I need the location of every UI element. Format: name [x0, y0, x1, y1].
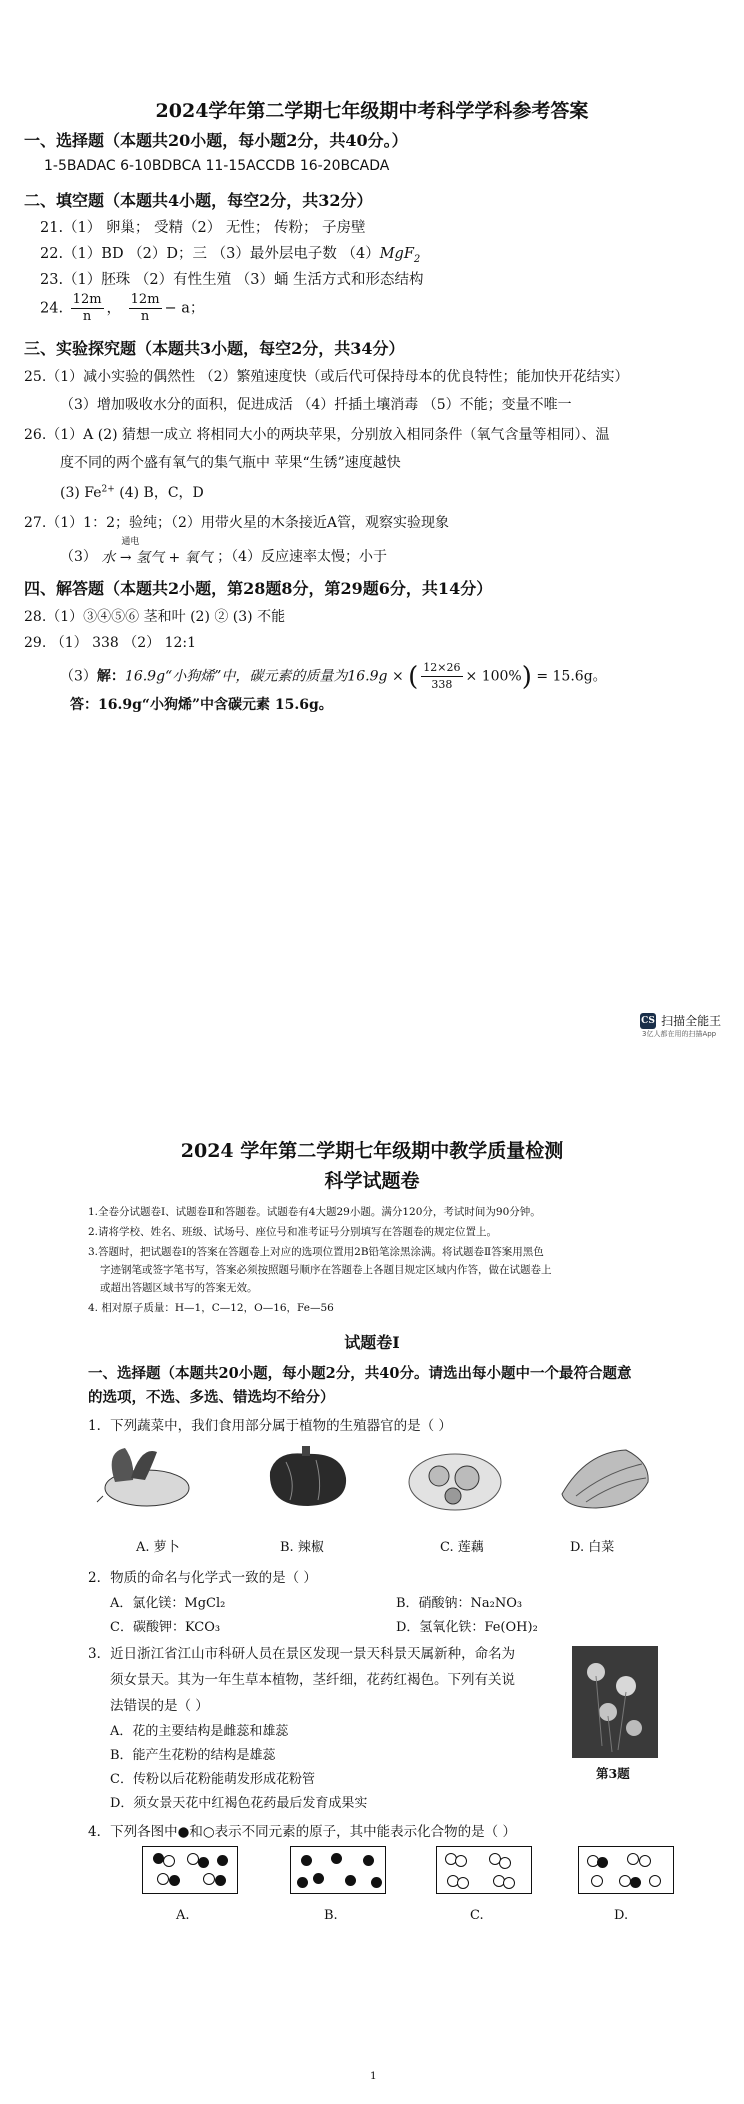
q4-label-c: C.	[470, 1908, 484, 1923]
black-atom	[169, 1875, 180, 1886]
answer-q27-line1: 27.（1）1：2；验纯；（2）用带火星的木条接近A管，观察实验现象	[24, 515, 450, 531]
black-atom	[345, 1875, 356, 1886]
answer-q27-line2	[60, 537, 388, 567]
solution-denominator: 338	[431, 678, 453, 691]
answer-q26-line1: 26.（1）A (2) 猜想一成立 将相同大小的两块苹果，分别放入相同条件（氧气含量等相同）、温	[24, 427, 610, 443]
question-3-line3: 法错误的是（ ）	[110, 1698, 209, 1714]
radish-image	[95, 1442, 205, 1514]
question-4: 4．下列各图中●和○表示不同元素的原子，其中能表示化合物的是（ ）	[88, 1824, 516, 1840]
white-atom	[499, 1857, 511, 1869]
page-number: 1	[370, 2070, 377, 2082]
exam-note-4: 4. 相对原子质量：H—1，C—12，O—16，Fe—56	[88, 1302, 334, 1314]
black-atom	[331, 1853, 342, 1864]
section1-heading: 一、选择题（本题共20小题，每小题2分，共40分。）	[24, 131, 408, 150]
equation-condition: 通电	[121, 537, 140, 547]
q1-option-b: B. 辣椒	[280, 1540, 324, 1555]
black-atom	[363, 1855, 374, 1866]
exam-note-3c: 或超出答题区域书写的答案无效。	[100, 1282, 258, 1294]
q4-label-a: A.	[176, 1908, 190, 1923]
q4-label-d: D.	[614, 1908, 629, 1923]
answer-key-title: 2024学年第二学期七年级期中考科学学科参考答案	[155, 100, 589, 122]
black-atom	[630, 1877, 641, 1888]
exam-note-3a: 3.答题时，把试题卷Ⅰ的答案在答题卷上对应的选项位置用2B铅笔涂黑涂满。将试题卷Ⅱ答案用黑色	[88, 1246, 544, 1258]
white-atom	[503, 1877, 515, 1889]
black-atom	[371, 1877, 382, 1888]
cabbage-image	[556, 1442, 656, 1514]
answer-q29-part3: （3）解：16.9g“小狗烯”中，碳元素的质量为16.9g × ( $\frac{12\times 26}{338}$ × 100%) = 15.6g。	[60, 661, 607, 692]
scanner-watermark	[640, 1010, 721, 1039]
answer-q29-parts12: 29. （1） 338 （2） 12:1	[24, 635, 197, 651]
fraction-1-numerator: 12m	[72, 292, 102, 307]
flower-photo	[572, 1646, 658, 1758]
q3-option-c: C．传粉以后花粉能萌发形成花粉管	[110, 1772, 315, 1787]
section2-heading: 二、填空题（本题共4小题，每空2分，共32分）	[24, 191, 373, 210]
answer-q22-formula-sub: 2	[413, 253, 421, 265]
solution-fraction	[421, 660, 462, 693]
white-atom	[157, 1873, 169, 1885]
answer-q26-fe: (3) Fe	[60, 485, 102, 501]
exam-note-3b: 字迹钢笔或签字笔书写，答案必须按照题号顺序在答题卷上各题目规定区域内作答，做在试题卷上	[100, 1264, 552, 1276]
camscanner-logo-icon: CS	[640, 1013, 656, 1029]
black-atom	[313, 1873, 324, 1884]
exam-title-line1: 2024 学年第二学期七年级期中教学质量检测	[180, 1140, 564, 1162]
choice-heading-line2: 的选项，不选、多选、错选均不给分）	[88, 1389, 335, 1406]
q1-option-d: D. 白菜	[570, 1540, 615, 1555]
section1-answers: 1-5BADAC 6-10BDBCA 11-15ACCDB 16-20BCADA	[44, 158, 390, 174]
section3-heading: 三、实验探究题（本题共3小题，每空2分，共34分）	[24, 339, 405, 358]
answer-q24-fraction-1	[71, 292, 104, 325]
white-atom	[649, 1875, 661, 1887]
answer-q27-part3: （3）	[60, 549, 97, 565]
solution-numerator: 12×26	[421, 660, 462, 677]
question-3-line2: 须女景天。其为一年生草本植物，茎纤细，花药红褐色。下列有关说	[110, 1672, 515, 1688]
solution-result: = 15.6g。	[536, 668, 607, 685]
answer-q29-part3-label: （3）	[60, 668, 97, 685]
exam-paper-page	[0, 1040, 744, 2104]
fraction-1-denominator: n	[82, 309, 92, 324]
black-atom	[301, 1855, 312, 1866]
fraction-2-numerator: 12m	[130, 292, 160, 307]
black-atom	[297, 1877, 308, 1888]
answer-q26-fe-charge: 2+	[101, 484, 115, 495]
answer-q24-separator: ，	[106, 300, 122, 317]
answer-q24	[40, 292, 204, 325]
pepper-image	[256, 1442, 356, 1514]
black-atom	[215, 1875, 226, 1886]
black-atom	[217, 1855, 228, 1866]
question-1: 1．下列蔬菜中，我们食用部分属于植物的生殖器官的是（ ）	[88, 1418, 452, 1434]
answer-q29-conclusion: 答：16.9g“小狗烯”中含碳元素 15.6g。	[70, 697, 333, 713]
q4-diagram-c	[436, 1846, 532, 1894]
answer-q26-line3	[60, 482, 204, 502]
answer-q24-fraction-2	[129, 292, 162, 325]
white-atom	[639, 1855, 651, 1867]
q2-option-c: C．碳酸钾：KCO₃	[110, 1620, 221, 1635]
q4-label-b: B.	[324, 1908, 338, 1923]
exam-note-2: 2.请将学校、姓名、班级、试场号、座位号和准考证号分别填写在答题卷的规定位置上。	[88, 1226, 498, 1238]
white-atom	[203, 1873, 215, 1885]
answer-q21: 21.（1） 卵巢； 受精（2） 无性； 传粉； 子房壁	[40, 220, 366, 236]
white-atom	[455, 1855, 467, 1867]
scanner-tagline: 3亿人都在用的扫描App	[642, 1030, 717, 1038]
answer-q27-part4: ；（4）反应速率太慢；小于	[217, 549, 388, 565]
q1-option-a: A. 萝卜	[136, 1540, 180, 1555]
exam-title-line2: 科学试题卷	[324, 1170, 420, 1192]
answer-key-page	[0, 0, 744, 1040]
solution-percent: × 100%	[465, 668, 522, 685]
q3-option-b: B．能产生花粉的结构是雄蕊	[110, 1748, 276, 1763]
scanner-name: 扫描全能王	[661, 1014, 722, 1028]
solution-label: 解：	[96, 668, 125, 685]
answer-q26-part4: (4) B，C，D	[114, 485, 204, 501]
fraction-2-denominator: n	[140, 309, 150, 324]
answer-q25-line1: 25.（1）减小实验的偶然性 （2）繁殖速度快（或后代可保持母本的优良特性；能加快开花结实）	[24, 369, 629, 385]
equation-text: 水 → 氢气 + 氧气	[101, 550, 213, 566]
question-3-line1: 3．近日浙江省江山市科研人员在景区发现一景天科景天属新种，命名为	[88, 1646, 516, 1662]
answer-q22	[40, 242, 420, 265]
black-atom	[198, 1857, 209, 1868]
white-atom	[457, 1877, 469, 1889]
answer-q22-text: 22.（1）BD （2）D；三 （3）最外层电子数 （4）	[40, 246, 380, 262]
choice-heading-line1: 一、选择题（本题共20小题，每小题2分，共40分。请选出每小题中一个最符合题意	[88, 1365, 632, 1382]
exam-note-1: 1.全卷分试题卷Ⅰ、试题卷Ⅱ和答题卷。试题卷有4大题29小题。满分120分，考试时间为90分钟。	[88, 1206, 541, 1218]
answer-q23: 23.（1）胚珠 （2）有性生殖 （3）蛹 生活方式和形态结构	[40, 272, 424, 288]
black-atom	[597, 1857, 608, 1868]
answer-q24-tail: − a；	[164, 300, 205, 317]
lotus-root-image	[405, 1442, 505, 1514]
q3-option-d: D．须女景天花中红褐色花药最后发育成果实	[110, 1796, 368, 1811]
q4-diagram-b	[290, 1846, 386, 1894]
electrolysis-equation	[101, 537, 213, 567]
solution-text: 16.9g“小狗烯”中，碳元素的质量为16.9g ×	[124, 668, 404, 685]
question-2: 2．物质的命名与化学式一致的是（ ）	[88, 1570, 317, 1586]
answer-q26-line2: 度不同的两个盛有氧气的集气瓶中 苹果“生锈”速度越快	[60, 455, 401, 471]
q1-option-c: C. 莲藕	[440, 1540, 484, 1555]
white-atom	[591, 1875, 603, 1887]
answer-q28: 28.（1）③④⑤⑥ 茎和叶 (2) ② (3) 不能	[24, 609, 286, 625]
section4-heading: 四、解答题（本题共2小题，第28题8分，第29题6分，共14分）	[24, 579, 493, 598]
section-title-paper1: 试题卷Ⅰ	[344, 1333, 400, 1352]
q4-diagram-a	[142, 1846, 238, 1894]
q2-option-d: D．氢氧化铁：Fe(OH)₂	[396, 1620, 538, 1635]
answer-q25-line2: （3）增加吸收水分的面积，促进成活 （4）扦插土壤消毒 （5）不能；变量不唯一	[60, 397, 572, 413]
white-atom	[627, 1853, 639, 1865]
q2-option-a: A．氯化镁：MgCl₂	[110, 1596, 226, 1611]
q2-option-b: B．硝酸钠：Na₂NO₃	[396, 1596, 523, 1611]
answer-q24-prefix: 24.	[40, 300, 64, 317]
q3-option-a: A．花的主要结构是雌蕊和雄蕊	[110, 1724, 289, 1739]
answer-q22-formula: MgF	[379, 246, 414, 262]
q3-figure-caption: 第3题	[596, 1766, 630, 1781]
q4-diagram-d	[578, 1846, 674, 1894]
white-atom	[163, 1855, 175, 1867]
